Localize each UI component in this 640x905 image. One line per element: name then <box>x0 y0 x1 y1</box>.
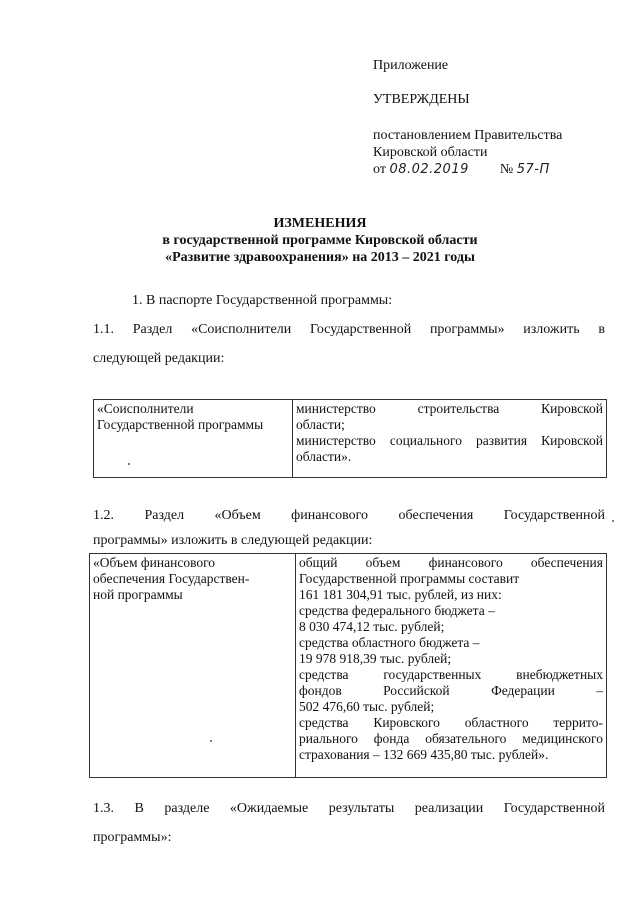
paragraph-word: изложить <box>523 322 580 337</box>
cell-word: строительства <box>417 401 500 416</box>
coexecutors-table <box>93 399 607 478</box>
financing-line-6: средства областного бюджета – <box>299 635 480 650</box>
paragraph-word: Государственной <box>503 801 605 816</box>
handwritten-number: 57-П <box>516 162 550 177</box>
paragraph-1-3-line-1 <box>93 800 605 817</box>
financing-line-3: 161 181 304,91 тыс. рублей, из них: <box>299 587 502 602</box>
paragraph-word: Государственной <box>309 322 412 337</box>
paragraph-word: «Объем <box>214 508 261 523</box>
scan-speck <box>210 740 212 742</box>
cell-word: фондов <box>299 683 342 698</box>
paragraph-word: результаты <box>328 801 395 816</box>
paragraph-word: финансового <box>291 508 369 523</box>
coexecutors-label-line-1: «Соисполнители <box>97 401 194 416</box>
paragraph-1-1-line-2: следующей редакции: <box>93 351 225 366</box>
decree-line-2: Кировской области <box>373 145 488 160</box>
coexecutors-value-line-1 <box>296 401 603 417</box>
paragraph-word: 1.2. <box>93 508 114 523</box>
paragraph-word: обеспечения <box>398 508 474 523</box>
financing-label-cell <box>90 554 296 778</box>
title-line-2: в государственной программе Кировской области <box>162 233 478 248</box>
financing-line-1 <box>299 555 603 571</box>
cell-word: развития <box>476 433 528 448</box>
paragraph-1-3-line-2: программы»: <box>93 830 172 845</box>
decree-date-number <box>373 161 562 178</box>
paragraph-word: «Ожидаемые <box>229 801 309 816</box>
title-line-1: ИЗМЕНЕНИЯ <box>273 216 367 231</box>
cell-word: финансового <box>428 555 503 570</box>
financing-line-9 <box>299 683 603 699</box>
cell-word: внебюджетных <box>516 667 603 682</box>
paragraph-word: в <box>598 322 605 337</box>
cell-word: общий <box>299 555 338 570</box>
cell-word: социального <box>389 433 462 448</box>
document-title <box>0 215 640 266</box>
cell-word: Федерации <box>491 683 555 698</box>
financing-line-4: средства федерального бюджета – <box>299 603 495 618</box>
financing-line-7: 19 978 918,39 тыс. рублей; <box>299 651 452 666</box>
scan-speck <box>128 463 130 465</box>
from-label: от <box>373 162 386 177</box>
financing-line-2: Государственной программы составит <box>299 571 520 586</box>
appendix-label: Приложение <box>373 58 449 73</box>
financing-table <box>89 553 607 778</box>
cell-word: Кировского <box>373 715 440 730</box>
cell-word: объем <box>365 555 401 570</box>
financing-line-12 <box>299 731 603 747</box>
paragraph-1-1-line-1 <box>93 321 605 338</box>
financing-line-13: страхования – 132 669 435,80 тыс. рублей». <box>299 747 549 762</box>
number-label: № <box>499 162 514 177</box>
paragraph-1-2-line-1 <box>93 507 605 524</box>
financing-line-10: 502 476,60 тыс. рублей; <box>299 699 435 714</box>
coexecutors-value-line-2: области; <box>296 417 345 432</box>
section-1-heading: 1. В паспорте Государственной программы: <box>132 293 393 308</box>
paragraph-word: Раздел <box>144 508 185 523</box>
scan-speck <box>612 520 614 522</box>
paragraph-word: В <box>134 801 144 816</box>
paragraph-1-2-line-2: программы» изложить в следующей редакции: <box>93 533 373 548</box>
coexecutors-value-line-3 <box>296 433 603 449</box>
cell-word: Российской <box>383 683 450 698</box>
cell-word: государственных <box>383 667 482 682</box>
financing-label-line-3: ной программы <box>93 587 183 602</box>
paragraph-word: Раздел <box>132 322 173 337</box>
cell-word: областного <box>464 715 529 730</box>
cell-word: – <box>596 683 603 698</box>
coexecutors-value-cell <box>293 400 607 478</box>
paragraph-word: разделе <box>164 801 210 816</box>
handwritten-date: 08.02.2019 <box>389 162 469 177</box>
decree-line-1: постановлением Правительства <box>373 128 563 143</box>
cell-word: риального <box>299 731 358 746</box>
approved-label: УТВЕРЖДЕНЫ <box>373 92 470 107</box>
cell-word: террито- <box>553 715 603 730</box>
cell-word: средства <box>299 667 349 682</box>
paragraph-word: «Соисполнители <box>191 322 292 337</box>
cell-word: фонда <box>373 731 410 746</box>
paragraph-word: реализации <box>414 801 484 816</box>
cell-word: Кировской <box>541 433 603 448</box>
coexecutors-value-line-4: области». <box>296 449 352 464</box>
title-line-3: «Развитие здравоохранения» на 2013 – 2021 годы <box>165 250 475 265</box>
paragraph-word: Государственной <box>503 508 605 523</box>
financing-value-cell <box>296 554 607 778</box>
cell-word: обеспечения <box>530 555 603 570</box>
cell-word: министерство <box>296 433 376 448</box>
coexecutors-label-cell <box>94 400 293 478</box>
paragraph-word: 1.3. <box>93 801 114 816</box>
cell-word: обязательного <box>425 731 507 746</box>
cell-word: средства <box>299 715 349 730</box>
paragraph-word: 1.1. <box>93 322 114 337</box>
cell-word: Кировской <box>541 401 603 416</box>
coexecutors-label-line-2: Государственной программы <box>97 417 264 432</box>
financing-line-11 <box>299 715 603 731</box>
cell-word: министерство <box>296 401 376 416</box>
financing-label-line-2: обеспечения Государствен- <box>93 571 250 586</box>
financing-line-8 <box>299 667 603 683</box>
financing-label-line-1: «Объем финансового <box>93 555 216 570</box>
approval-block <box>373 57 562 178</box>
cell-word: медицинского <box>522 731 603 746</box>
financing-line-5: 8 030 474,12 тыс. рублей; <box>299 619 445 634</box>
paragraph-word: программы» <box>429 322 505 337</box>
